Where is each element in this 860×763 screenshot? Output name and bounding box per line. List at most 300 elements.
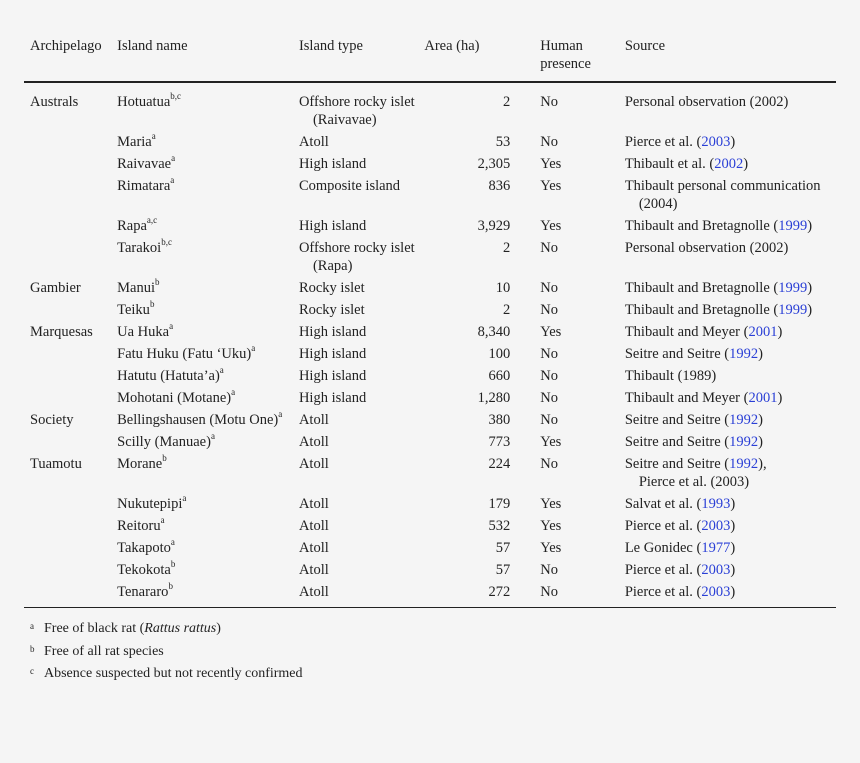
archipelago-text: Society xyxy=(30,412,74,428)
island-name-text: Nukutepipi xyxy=(117,496,183,512)
area-text: 380 xyxy=(488,412,511,428)
cell-archipelago xyxy=(24,388,117,410)
footnote-marker: a,c xyxy=(146,215,158,226)
cell-area xyxy=(422,238,534,278)
footnote-mark: c xyxy=(30,666,34,676)
island-type-text: Rocky islet xyxy=(298,302,365,318)
source-text: Thibault and Meyer ( xyxy=(624,390,749,406)
cell-human-presence xyxy=(534,322,625,344)
island-name-text: Manui xyxy=(117,280,155,296)
source-text: Thibault and Bretagnolle ( xyxy=(624,280,779,296)
area-text: 57 xyxy=(495,540,511,556)
cell-area xyxy=(422,388,534,410)
island-name-text: Fatu Huku (Fatu ‘Uku) xyxy=(117,346,252,362)
human-presence-text: Yes xyxy=(540,540,562,556)
island-type-text: Atoll xyxy=(298,456,329,472)
source-text-end: ) xyxy=(777,390,783,406)
cell-island-type xyxy=(297,154,422,176)
cell-source xyxy=(625,560,836,582)
cell-source xyxy=(625,300,836,322)
cell-human-presence xyxy=(534,238,625,278)
island-name-text: Tekokota xyxy=(117,562,171,578)
footnote xyxy=(30,641,303,664)
island-name-text: Mohotani (Motane) xyxy=(117,390,232,406)
source-text: Seitre and Seitre ( xyxy=(624,412,730,428)
cell-archipelago xyxy=(24,238,117,278)
cell-archipelago xyxy=(24,494,117,516)
footnote-species: Rattus rattus xyxy=(144,621,217,636)
cell-source xyxy=(625,582,836,608)
source-text: Pierce et al. ( xyxy=(624,562,702,578)
area-text: 272 xyxy=(488,584,511,600)
human-presence-text: Yes xyxy=(540,496,562,512)
area-text: 3,929 xyxy=(477,218,511,234)
citation-link[interactable]: 2003 xyxy=(701,134,731,150)
area-text: 10 xyxy=(495,280,511,296)
cell-archipelago xyxy=(24,82,117,132)
source-text: Salvat et al. ( xyxy=(624,496,702,512)
cell-island-type xyxy=(297,238,422,278)
human-presence-text: No xyxy=(540,280,558,296)
cell-human-presence xyxy=(534,216,625,238)
citation-link[interactable]: 2003 xyxy=(701,562,731,578)
citation-link[interactable]: 1992 xyxy=(729,456,759,472)
area-text: 1,280 xyxy=(477,390,511,406)
footnote-text xyxy=(44,641,164,664)
cell-island-type xyxy=(297,322,422,344)
cell-island-type xyxy=(297,432,422,454)
table-row xyxy=(24,582,836,608)
source-text: Thibault and Bretagnolle ( xyxy=(624,302,779,318)
islands-table xyxy=(24,28,836,608)
citation-link[interactable]: 2001 xyxy=(748,324,778,340)
table-row xyxy=(24,388,836,410)
cell-source xyxy=(625,538,836,560)
table-row xyxy=(24,516,836,538)
header-human-presence xyxy=(534,28,625,82)
footnote-marker: a xyxy=(170,175,175,186)
human-presence-text: No xyxy=(540,240,558,256)
header-archipelago: Archipelago xyxy=(30,38,102,54)
cell-source xyxy=(625,132,836,154)
cell-island-name xyxy=(117,216,297,238)
footnote-marker: a xyxy=(278,409,283,420)
cell-human-presence xyxy=(534,154,625,176)
cell-source xyxy=(625,278,836,300)
cell-area xyxy=(422,516,534,538)
table-header xyxy=(24,28,836,82)
source-text: Thibault personal communication xyxy=(624,178,821,194)
cell-island-type xyxy=(297,560,422,582)
footnote-marker: a xyxy=(170,537,175,548)
source-text-end: ) xyxy=(758,412,763,428)
cell-area xyxy=(422,132,534,154)
cell-area xyxy=(422,154,534,176)
cell-source xyxy=(625,516,836,538)
area-text: 2,305 xyxy=(477,156,511,172)
cell-archipelago xyxy=(24,366,117,388)
cell-island-type xyxy=(297,300,422,322)
source-text: Pierce et al. ( xyxy=(624,134,702,150)
cell-human-presence xyxy=(534,582,625,608)
human-presence-text: Yes xyxy=(540,434,562,450)
table-row xyxy=(24,410,836,432)
footnote-marker: b,c xyxy=(161,237,172,248)
cell-area xyxy=(422,410,534,432)
cell-archipelago xyxy=(24,322,117,344)
cell-source xyxy=(625,494,836,516)
cell-area xyxy=(422,82,534,132)
area-text: 773 xyxy=(488,434,511,450)
island-name-text: Tarakoi xyxy=(117,240,162,256)
island-type-text: Composite island xyxy=(298,178,401,194)
island-type-text: Offshore rocky islet xyxy=(298,240,415,256)
cell-island-name xyxy=(117,366,297,388)
area-text: 53 xyxy=(495,134,511,150)
citation-link[interactable]: 1992 xyxy=(729,346,759,362)
source-text-end: ) xyxy=(730,540,736,556)
island-name-text: Maria xyxy=(117,134,152,150)
header-island-name: Island name xyxy=(117,38,188,54)
cell-human-presence xyxy=(534,176,625,216)
cell-island-name xyxy=(117,494,297,516)
island-type-text: High island xyxy=(298,324,367,340)
table-row xyxy=(24,494,836,516)
citation-link[interactable]: 2003 xyxy=(701,518,731,534)
island-name-text: Reitoru xyxy=(117,518,161,534)
human-presence-text: No xyxy=(540,134,558,150)
table-row xyxy=(24,278,836,300)
island-name-text: Tenararo xyxy=(117,584,169,600)
island-type-text: Atoll xyxy=(298,584,329,600)
cell-archipelago xyxy=(24,344,117,366)
cell-island-name xyxy=(117,388,297,410)
table-row xyxy=(24,322,836,344)
citation-link[interactable]: 1993 xyxy=(701,496,731,512)
cell-island-name xyxy=(117,582,297,608)
cell-archipelago xyxy=(24,176,117,216)
cell-island-type xyxy=(297,278,422,300)
footnote-text-main: Free of black rat ( xyxy=(44,621,145,636)
island-type-text: Offshore rocky islet xyxy=(298,94,415,110)
area-text: 224 xyxy=(488,456,511,472)
cell-island-type xyxy=(297,410,422,432)
human-presence-text: No xyxy=(540,94,558,110)
table-row xyxy=(24,300,836,322)
footnote-marker: a xyxy=(231,387,236,398)
source-text: Thibault (1989) xyxy=(624,368,717,384)
island-type-text: High island xyxy=(298,156,367,172)
footnotes xyxy=(30,618,303,686)
island-type-text: Rocky islet xyxy=(298,280,365,296)
footnote-marker: a xyxy=(182,493,187,504)
cell-source xyxy=(625,176,836,216)
footnote xyxy=(30,663,303,686)
island-type-continuation: (Raivavae) xyxy=(312,112,377,128)
cell-island-type xyxy=(297,366,422,388)
cell-island-type xyxy=(297,216,422,238)
citation-link[interactable]: 1999 xyxy=(778,218,808,234)
source-text: Pierce et al. ( xyxy=(624,518,702,534)
footnote-marker: a xyxy=(251,343,256,354)
island-name-text: Scilly (Manuae) xyxy=(117,434,211,450)
cell-source xyxy=(625,322,836,344)
area-text: 2 xyxy=(502,302,511,318)
table-row xyxy=(24,560,836,582)
citation-link[interactable]: 2001 xyxy=(748,390,778,406)
cell-area xyxy=(422,322,534,344)
footnote-marker: a xyxy=(171,153,176,164)
footnote-marker: a xyxy=(151,131,156,142)
table-row xyxy=(24,176,836,216)
cell-human-presence xyxy=(534,82,625,132)
footnote-text-main: Free of all rat species xyxy=(44,643,164,659)
cell-source xyxy=(625,216,836,238)
island-name-text: Bellingshausen (Motu One) xyxy=(117,412,279,428)
table-row xyxy=(24,238,836,278)
footnote-marker: a xyxy=(160,515,165,526)
area-text: 57 xyxy=(495,562,511,578)
cell-island-type xyxy=(297,82,422,132)
island-type-text: High island xyxy=(298,346,367,362)
cell-archipelago xyxy=(24,300,117,322)
cell-area xyxy=(422,538,534,560)
cell-human-presence xyxy=(534,410,625,432)
cell-area xyxy=(422,494,534,516)
citation-link[interactable]: 1999 xyxy=(778,302,808,318)
cell-island-type xyxy=(297,454,422,494)
table-body xyxy=(24,82,836,608)
table-row xyxy=(24,538,836,560)
cell-human-presence xyxy=(534,300,625,322)
human-presence-text: No xyxy=(540,390,558,406)
area-text: 8,340 xyxy=(477,324,511,340)
source-text-end: ) xyxy=(730,562,736,578)
island-name-text: Raivavae xyxy=(117,156,172,172)
cell-area xyxy=(422,582,534,608)
source-text: Seitre and Seitre ( xyxy=(624,456,730,472)
cell-island-type xyxy=(297,388,422,410)
source-text-end: ) xyxy=(730,518,736,534)
cell-human-presence xyxy=(534,432,625,454)
footnote-text-end: ) xyxy=(216,621,221,636)
human-presence-text: No xyxy=(540,412,558,428)
table-row xyxy=(24,82,836,132)
cell-human-presence xyxy=(534,278,625,300)
cell-island-name xyxy=(117,238,297,278)
human-presence-text: Yes xyxy=(540,218,562,234)
cell-archipelago xyxy=(24,132,117,154)
footnote-marker: b xyxy=(154,277,160,288)
source-text-end: ) xyxy=(807,280,813,296)
island-type-text: Atoll xyxy=(298,496,329,512)
cell-source xyxy=(625,366,836,388)
cell-island-type xyxy=(297,582,422,608)
header-human-presence-text: Human presence xyxy=(540,38,591,72)
citation-link[interactable]: 2002 xyxy=(714,156,744,172)
island-type-text: Atoll xyxy=(298,562,329,578)
cell-island-type xyxy=(297,494,422,516)
table-row xyxy=(24,216,836,238)
source-text-end: ) xyxy=(758,434,763,450)
island-type-text: Atoll xyxy=(298,134,329,150)
source-text-end: ) xyxy=(807,302,813,318)
island-type-text: High island xyxy=(298,390,367,406)
human-presence-text: No xyxy=(540,562,558,578)
island-name-text: Teiku xyxy=(117,302,150,318)
cell-archipelago xyxy=(24,216,117,238)
source-continuation: (2004) xyxy=(638,196,678,212)
cell-human-presence xyxy=(534,560,625,582)
cell-source xyxy=(625,344,836,366)
cell-archipelago xyxy=(24,516,117,538)
cell-island-name xyxy=(117,454,297,494)
island-type-text: High island xyxy=(298,368,367,384)
header-island-type: Island type xyxy=(298,38,363,54)
cell-human-presence xyxy=(534,366,625,388)
footnote-text xyxy=(44,618,221,641)
human-presence-text: No xyxy=(540,302,558,318)
cell-island-name xyxy=(117,278,297,300)
citation-link[interactable]: 1992 xyxy=(729,434,759,450)
cell-source xyxy=(625,454,836,494)
source-text: Personal observation (2002) xyxy=(624,240,789,256)
archipelago-text: Marquesas xyxy=(30,324,93,340)
area-text: 836 xyxy=(488,178,511,194)
island-name-text: Morane xyxy=(117,456,163,472)
source-text-end: ) xyxy=(758,346,763,362)
area-text: 2 xyxy=(502,94,511,110)
island-type-text: Atoll xyxy=(298,540,329,556)
citation-link[interactable]: 1977 xyxy=(701,540,731,556)
source-text-end: ) xyxy=(777,324,783,340)
table-row xyxy=(24,432,836,454)
cell-source xyxy=(625,388,836,410)
source-text: Personal observation (2002) xyxy=(624,94,789,110)
cell-human-presence xyxy=(534,454,625,494)
area-text: 179 xyxy=(488,496,511,512)
island-name-text: Rapa xyxy=(117,218,147,234)
cell-source xyxy=(625,238,836,278)
cell-island-name xyxy=(117,82,297,132)
island-type-continuation: (Rapa) xyxy=(312,258,353,274)
cell-island-name xyxy=(117,322,297,344)
cell-source xyxy=(625,154,836,176)
area-text: 2 xyxy=(502,240,511,256)
cell-area xyxy=(422,454,534,494)
cell-human-presence xyxy=(534,388,625,410)
island-type-text: High island xyxy=(298,218,367,234)
cell-area xyxy=(422,366,534,388)
source-text: Le Gonidec ( xyxy=(624,540,702,556)
cell-human-presence xyxy=(534,516,625,538)
cell-island-name xyxy=(117,410,297,432)
cell-human-presence xyxy=(534,344,625,366)
island-type-text: Atoll xyxy=(298,518,329,534)
cell-archipelago xyxy=(24,278,117,300)
cell-island-name xyxy=(117,560,297,582)
source-text-end: ) xyxy=(730,496,736,512)
cell-island-type xyxy=(297,344,422,366)
cell-archipelago xyxy=(24,582,117,608)
cell-island-type xyxy=(297,176,422,216)
cell-human-presence xyxy=(534,538,625,560)
source-text-end: ) xyxy=(730,584,736,600)
source-text: Thibault and Meyer ( xyxy=(624,324,749,340)
cell-island-type xyxy=(297,516,422,538)
cell-island-name xyxy=(117,176,297,216)
table-row xyxy=(24,154,836,176)
table-row xyxy=(24,344,836,366)
cell-island-name xyxy=(117,344,297,366)
island-type-text: Atoll xyxy=(298,434,329,450)
island-name-text: Hotuatua xyxy=(117,94,171,110)
cell-island-name xyxy=(117,132,297,154)
cell-source xyxy=(625,410,836,432)
footnote-marker: b xyxy=(149,299,155,310)
citation-link[interactable]: 1992 xyxy=(729,412,759,428)
cell-archipelago xyxy=(24,410,117,432)
cell-area xyxy=(422,216,534,238)
cell-area xyxy=(422,278,534,300)
footnote-marker: a xyxy=(210,431,215,442)
footnote xyxy=(30,618,303,641)
cell-island-name xyxy=(117,154,297,176)
cell-archipelago xyxy=(24,538,117,560)
footnote-text xyxy=(44,663,303,686)
citation-link[interactable]: 2003 xyxy=(701,584,731,600)
cell-island-type xyxy=(297,538,422,560)
footnote-mark: a xyxy=(30,621,34,631)
cell-archipelago xyxy=(24,154,117,176)
source-text: Seitre and Seitre ( xyxy=(624,434,730,450)
table-row xyxy=(24,132,836,154)
island-name-text: Ua Huka xyxy=(117,324,170,340)
human-presence-text: Yes xyxy=(540,178,562,194)
footnote-marker: b,c xyxy=(170,91,182,102)
cell-island-name xyxy=(117,300,297,322)
table-row xyxy=(24,454,836,494)
footnote-marker: a xyxy=(169,321,174,332)
footnote-text-main: Absence suspected but not recently confirmed xyxy=(44,666,303,681)
area-text: 532 xyxy=(488,518,511,534)
island-name-text: Rimatara xyxy=(117,178,171,194)
cell-island-name xyxy=(117,538,297,560)
cell-island-name xyxy=(117,516,297,538)
island-name-text: Hatutu (Hatuta’a) xyxy=(117,368,220,384)
source-text-end: ), xyxy=(758,456,767,472)
cell-island-type xyxy=(297,132,422,154)
source-continuation: Pierce et al. (2003) xyxy=(638,474,750,490)
human-presence-text: No xyxy=(540,584,558,600)
cell-archipelago xyxy=(24,432,117,454)
source-text: Thibault et al. ( xyxy=(624,156,715,172)
archipelago-text: Australs xyxy=(30,94,79,110)
cell-source xyxy=(625,432,836,454)
header-source: Source xyxy=(624,38,666,54)
cell-island-name xyxy=(117,432,297,454)
cell-human-presence xyxy=(534,494,625,516)
area-text: 100 xyxy=(488,346,511,362)
archipelago-text: Gambier xyxy=(30,280,81,296)
footnote-mark: b xyxy=(30,643,35,654)
human-presence-text: No xyxy=(540,346,558,362)
footnote-marker: a xyxy=(219,365,224,376)
footnote-marker: b xyxy=(168,581,173,592)
archipelago-text: Tuamotu xyxy=(30,456,82,472)
citation-link[interactable]: 1999 xyxy=(778,280,808,296)
island-type-text: Atoll xyxy=(298,412,329,428)
